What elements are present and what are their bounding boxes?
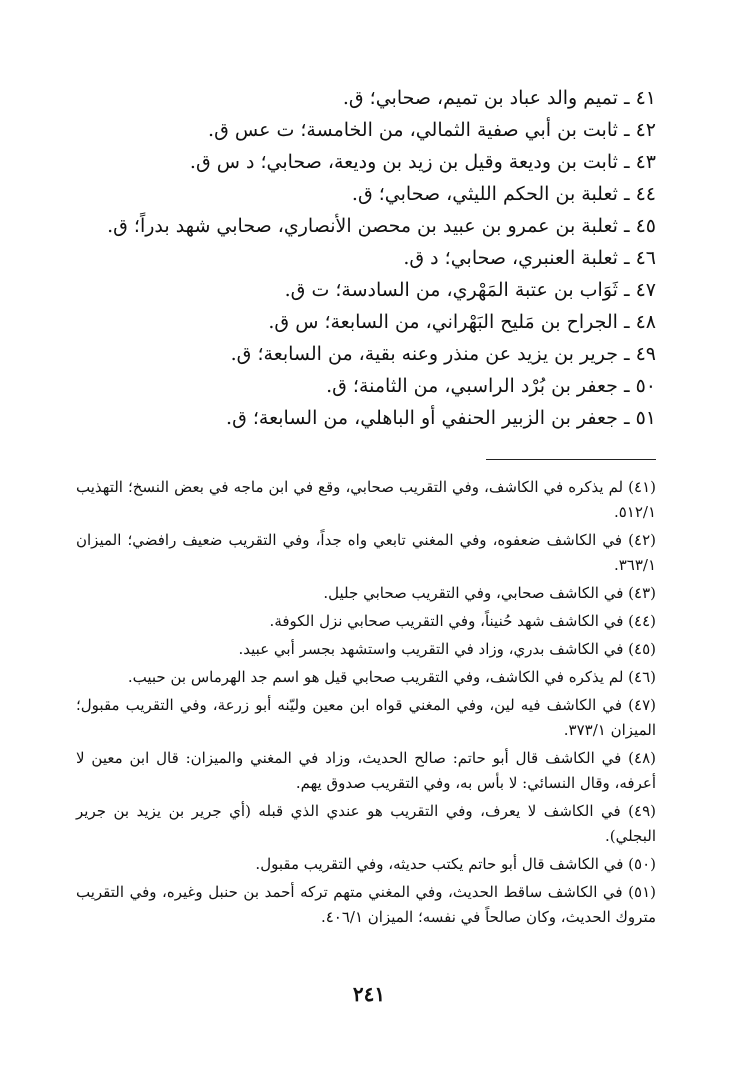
narrator-entry: ٤٧ ـ ثَوَاب بن عتبة المَهْري، من السادسة؛ ت ق. (284, 279, 656, 301)
footnote: (٤١) لم يذكره في الكاشف، وفي التقريب صحابي، وقع في ابن ماجه في بعض النسخ؛ التهذيب ٥١٢/١. (76, 478, 656, 521)
footnote: (٤٩) في الكاشف لا يعرف، وفي التقريب هو عندي الذي قبله (أي جرير بن يزيد بن جرير البجلي). (76, 802, 656, 845)
narrator-entry: ٤٥ ـ ثعلبة بن عمرو بن عبيد بن محصن الأنصاري، صحابي شهد بدراً؛ ق. (107, 215, 656, 237)
footnote: (٤٥) في الكاشف بدري، وزاد في التقريب واستشهد بجسر أبي عبيد. (238, 640, 656, 658)
footnote: (٥٠) في الكاشف قال أبو حاتم يكتب حديثه، وفي التقريب مقبول. (255, 855, 656, 873)
footnote-divider (486, 459, 656, 460)
footnotes (76, 475, 656, 933)
narrator-entry: ٤٢ ـ ثابت بن أبي صفية الثمالي، من الخامسة؛ ت عس ق. (208, 119, 656, 141)
narrator-entry: ٤٤ ـ ثعلبة بن الحكم الليثي، صحابي؛ ق. (351, 183, 656, 205)
narrator-entry: ٥٠ ـ جعفر بن بُرْد الراسبي، من الثامنة؛ ق. (326, 375, 656, 397)
narrator-entry: ٤٨ ـ الجراح بن مَليح البَهْراني، من السابعة؛ س ق. (268, 311, 656, 333)
footnote: (٤٨) في الكاشف قال أبو حاتم: صالح الحديث، وزاد في المغني والميزان: قال ابن معين لا أعرفه، وقال النسائي: لا بأس به، وفي التقريب صدوق يهم. (76, 749, 656, 792)
narrator-entry: ٥١ ـ جعفر بن الزبير الحنفي أو الباهلي، من السابعة؛ ق. (226, 407, 656, 429)
footnote: (٤٣) في الكاشف صحابي، وفي التقريب صحابي جليل. (323, 584, 656, 602)
narrator-entry: ٤٦ ـ ثعلبة العنبري، صحابي؛ د ق. (403, 247, 656, 269)
footnote: (٤٤) في الكاشف شهد حُنيناً، وفي التقريب صحابي نزل الكوفة. (269, 612, 656, 630)
narrator-entry: ٤١ ـ تميم والد عباد بن تميم، صحابي؛ ق. (342, 87, 656, 109)
footnote: (٤٢) في الكاشف ضعفوه، وفي المغني تابعي واه جداً، وفي التقريب ضعيف رافضي؛ الميزان ٣٦٣/١. (76, 531, 656, 574)
narrator-entry: ٤٩ ـ جرير بن يزيد عن منذر وعنه بقية، من السابعة؛ ق. (230, 343, 656, 365)
footnote: (٤٧) في الكاشف فيه لين، وفي المغني قواه ابن معين وليّنه أبو زرعة، وفي التقريب مقبول؛ الميزان ٣٧٣/١. (76, 696, 656, 739)
narrator-entry: ٤٣ ـ ثابت بن وديعة وقيل بن زيد بن وديعة، صحابي؛ د س ق. (189, 151, 656, 173)
narrator-list (66, 82, 656, 434)
footnote: (٤٦) لم يذكره في الكاشف، وفي التقريب صحابي قيل هو اسم جد الهرماس بن حبيب. (127, 668, 656, 686)
footnote: (٥١) في الكاشف ساقط الحديث، وفي المغني متهم تركه أحمد بن حنبل وغيره، وفي التقريب متروك الحديث، وكان صالحاً في نفسه؛ الميزان ٤٠٦/١. (76, 883, 656, 926)
page-number: ٢٤١ (352, 982, 386, 1006)
